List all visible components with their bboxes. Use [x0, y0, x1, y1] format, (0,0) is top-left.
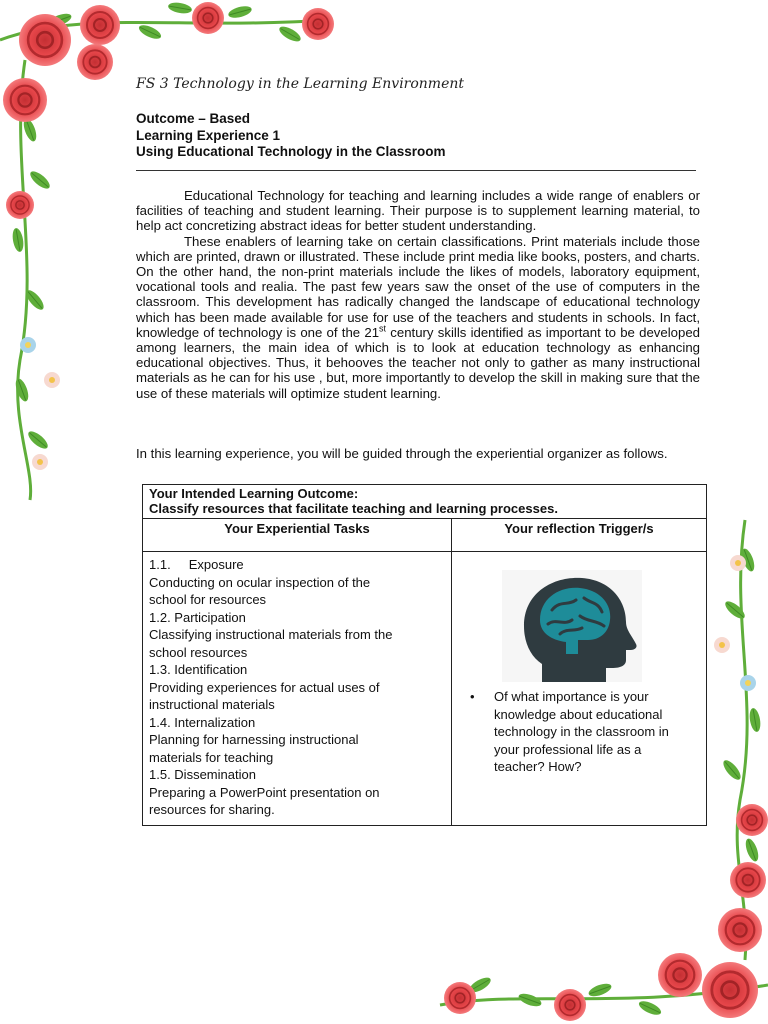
course-title: FS 3 Technology in the Learning Environment — [136, 76, 465, 92]
task-line: 1.1. Exposure — [149, 557, 244, 572]
content-row — [143, 552, 707, 826]
trigger-item — [468, 688, 708, 776]
trigger-line: your professional life as a — [494, 741, 642, 757]
task-line: Planning for harnessing instructional — [149, 732, 359, 747]
paragraph-1: Educational Technology for teaching and learning includes a wide range of enablers or facilities of teaching and student learning. Their purpose is to supplement learning material, to help act concretizing abstract ideas for better student understanding. — [136, 188, 700, 234]
experiential-organizer-table — [142, 484, 707, 826]
trigger-list — [468, 688, 708, 776]
task-line: materials for teaching — [149, 749, 274, 765]
outcome-text: Classify resources that facilitate teaching and learning processes. — [149, 501, 558, 516]
heading-line-experience: Learning Experience 1 — [136, 127, 281, 143]
heading-line-topic: Using Educational Technology in the Classroom — [136, 144, 446, 159]
outcome-label: Your Intended Learning Outcome: — [149, 486, 359, 501]
task-line: instructional materials — [149, 697, 275, 712]
task-line: 1.2. Participation — [149, 609, 246, 625]
task-line: school resources — [149, 644, 248, 660]
body-text — [136, 188, 700, 401]
task-line: Conducting on ocular inspection of the — [149, 574, 371, 590]
task-line: school for resources — [149, 592, 267, 607]
paragraph-2-part-b: century skills identified as important to be developed among learners, the main idea of which is to look at education technology as enhancing educational objectives. Thus, it behooves the teacher not only to gather as many instructional materials as he can for his use , but, more importantly to develop the skill in making sure that the use of these materials will optimize student learning. — [136, 324, 700, 401]
brain-head-icon — [502, 570, 642, 682]
heading-line-outcome: Outcome – Based — [136, 111, 251, 126]
section-heading — [136, 111, 446, 161]
tasks-cell — [143, 552, 452, 826]
outcome-cell — [143, 485, 707, 519]
outcome-row — [143, 485, 707, 519]
task-line: 1.3. Identification — [149, 662, 248, 677]
intro-paragraph: In this learning experience, you will be guided through the experiential organizer as follows. — [136, 446, 668, 461]
task-line: resources for sharing. — [149, 802, 275, 817]
paragraph-2 — [136, 234, 700, 401]
trigger-cell — [452, 552, 707, 826]
column-header-row — [143, 519, 707, 552]
superscript-st: st — [379, 323, 387, 334]
column-header-tasks: Your Experiential Tasks — [143, 519, 452, 552]
trigger-line: technology in the classroom in — [494, 724, 669, 739]
trigger-line: Of what importance is your — [494, 689, 649, 704]
column-header-triggers: Your reflection Trigger/s — [452, 519, 707, 552]
task-line: Providing experiences for actual uses of — [149, 679, 380, 695]
task-line: Preparing a PowerPoint presentation on — [149, 784, 380, 800]
paragraph-2-part-a: These enablers of learning take on certain classifications. Print materials include those which are printed, drawn or illustrated. These include print media like books, posters, and charts. On the other hand, the non-print materials include the likes of models, laboratory equipment, vocational tools and realia. The past few years saw the onset of the use of computers in the classroom. This development has radically changed the landscape of educational technology which has been made available for use for use of the teachers and students in schools. In fact, knowledge of technology is one of the 21 — [136, 233, 700, 340]
task-line: 1.5. Dissemination — [149, 767, 256, 782]
trigger-line: knowledge about educational — [494, 706, 663, 722]
horizontal-rule — [136, 170, 696, 171]
trigger-line: teacher? How? — [494, 759, 582, 774]
bullet-marker: • — [470, 689, 475, 704]
task-line: Classifying instructional materials from the — [149, 627, 393, 642]
task-line: 1.4. Internalization — [149, 714, 256, 730]
